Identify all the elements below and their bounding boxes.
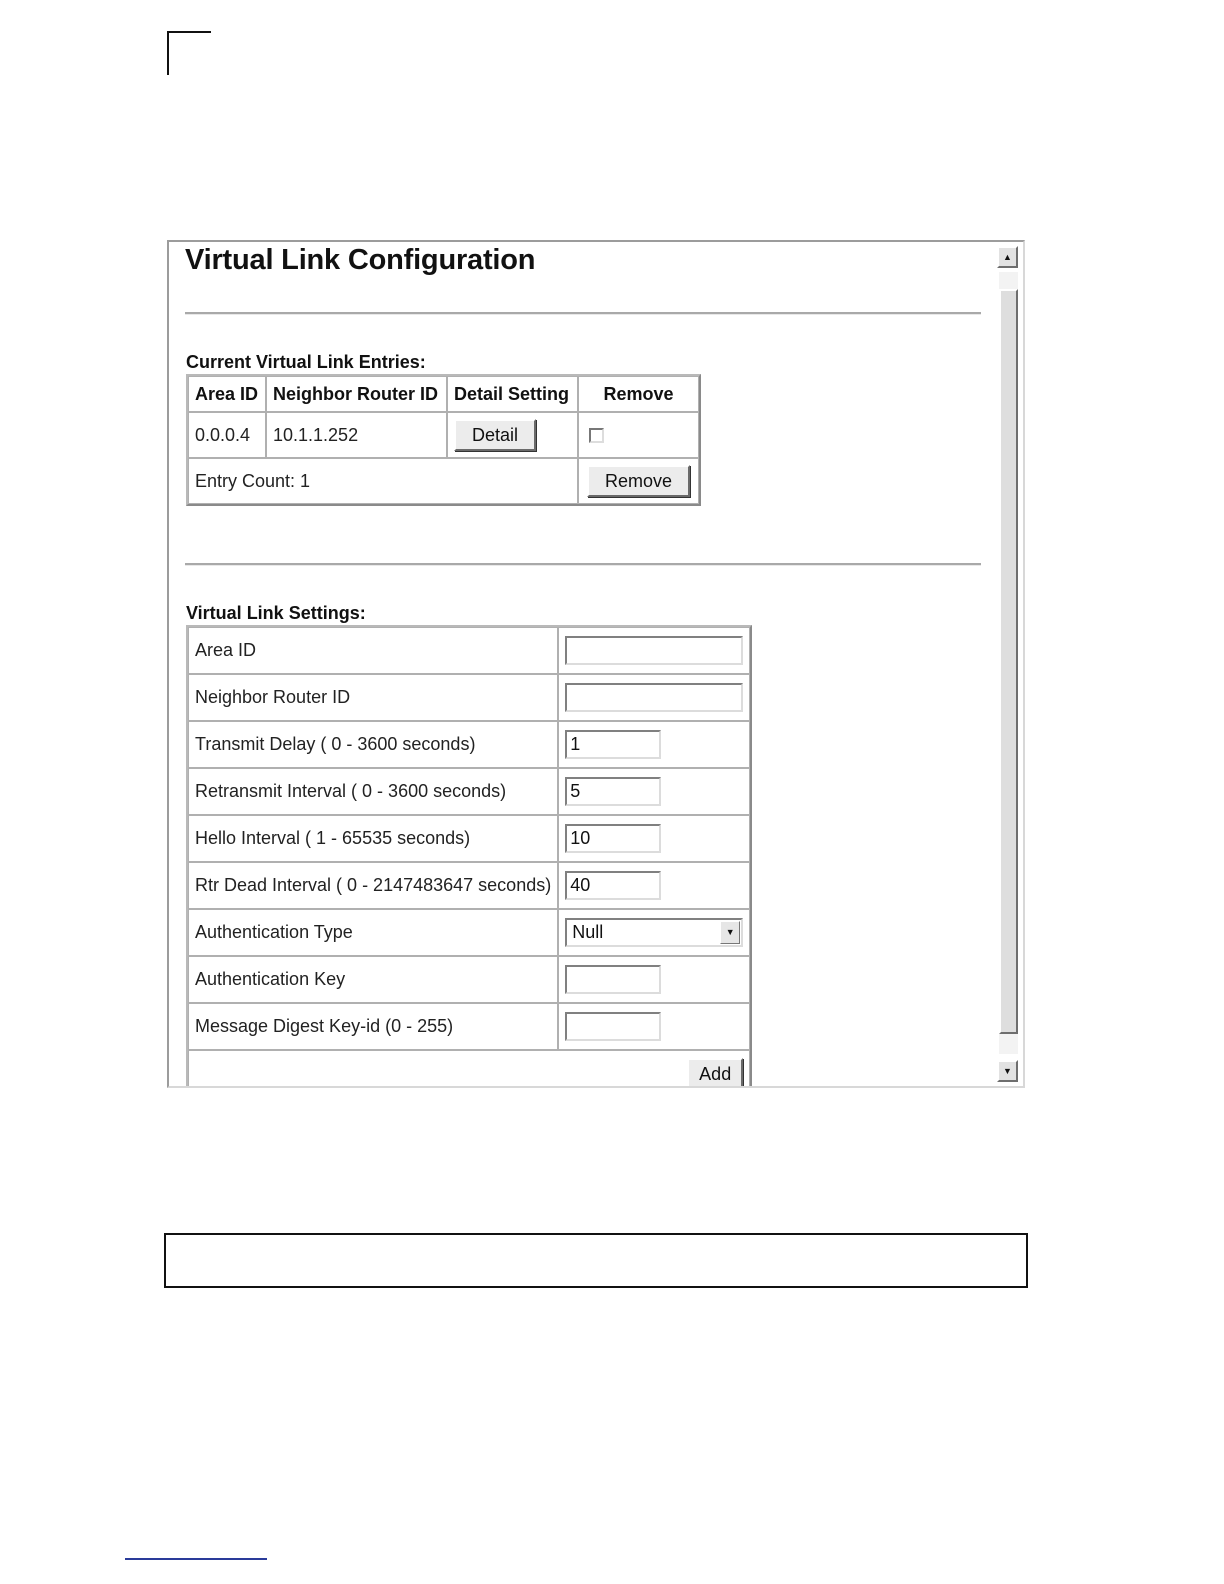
- column-header-neighbor-router-id: Neighbor Router ID: [266, 376, 447, 412]
- chevron-down-icon[interactable]: ▼: [720, 921, 740, 944]
- neighbor-router-id-input[interactable]: [565, 683, 743, 712]
- rtr-dead-interval-input[interactable]: 40: [565, 871, 661, 900]
- settings-section-label: Virtual Link Settings:: [186, 603, 366, 623]
- entry-neighbor-router-id: 10.1.1.252: [266, 412, 447, 458]
- table-footer-row: [188, 458, 699, 504]
- browser-frame: [167, 240, 1025, 1088]
- setting-value-cell: [558, 815, 750, 862]
- entry-area-id: 0.0.0.4: [188, 412, 266, 458]
- scrollbar-thumb[interactable]: [999, 289, 1018, 1034]
- setting-value-cell: [558, 956, 750, 1003]
- virtual-link-entries-table: [186, 374, 701, 506]
- retransmit-interval-input[interactable]: 5: [565, 777, 661, 806]
- remove-button-cell: [578, 458, 699, 504]
- page-title: Virtual Link Configuration: [185, 244, 536, 276]
- remove-checkbox[interactable]: [589, 428, 604, 443]
- setting-row-hello-interval: [188, 815, 750, 862]
- setting-label: Transmit Delay ( 0 - 3600 seconds): [188, 721, 558, 768]
- table-row: [188, 412, 699, 458]
- authentication-key-input[interactable]: [565, 965, 661, 994]
- setting-label: Authentication Key: [188, 956, 558, 1003]
- setting-row-authentication-type: [188, 909, 750, 956]
- remove-button[interactable]: Remove: [587, 465, 690, 497]
- column-header-area-id: Area ID: [188, 376, 266, 412]
- crop-mark: [167, 31, 211, 75]
- transmit-delay-input[interactable]: 1: [565, 730, 661, 759]
- scroll-down-arrow-icon[interactable]: ▼: [997, 1060, 1018, 1082]
- detail-cell: [447, 412, 578, 458]
- content-area: [169, 242, 994, 1086]
- remove-checkbox-cell: [578, 412, 699, 458]
- virtual-link-settings-table: [186, 625, 752, 1086]
- setting-row-neighbor-router-id: [188, 674, 750, 721]
- setting-value-cell: [558, 674, 750, 721]
- setting-label: Retransmit Interval ( 0 - 3600 seconds): [188, 768, 558, 815]
- hello-interval-input[interactable]: 10: [565, 824, 661, 853]
- add-button[interactable]: Add: [687, 1058, 743, 1087]
- setting-row-rtr-dead-interval: [188, 862, 750, 909]
- setting-value-cell: [558, 627, 750, 674]
- setting-value-cell: [558, 768, 750, 815]
- divider: [185, 312, 981, 315]
- setting-label: Rtr Dead Interval ( 0 - 2147483647 seconds): [188, 862, 558, 909]
- setting-row-area-id: [188, 627, 750, 674]
- column-header-detail-setting: Detail Setting: [447, 376, 578, 412]
- setting-label: Neighbor Router ID: [188, 674, 558, 721]
- authentication-type-value: Null: [572, 922, 604, 942]
- area-id-input[interactable]: [565, 636, 743, 665]
- setting-label: Hello Interval ( 1 - 65535 seconds): [188, 815, 558, 862]
- setting-value-cell: [558, 909, 750, 956]
- vertical-scrollbar[interactable]: [994, 242, 1023, 1086]
- divider: [185, 563, 981, 566]
- setting-row-actions: [188, 1050, 750, 1086]
- message-digest-key-id-input[interactable]: [565, 1012, 661, 1041]
- detail-button[interactable]: Detail: [454, 419, 536, 451]
- scroll-up-arrow-icon[interactable]: ▲: [997, 246, 1018, 268]
- setting-label: Message Digest Key-id (0 - 255): [188, 1003, 558, 1050]
- table-header-row: [188, 376, 699, 412]
- setting-row-transmit-delay: [188, 721, 750, 768]
- setting-row-authentication-key: [188, 956, 750, 1003]
- setting-label: Authentication Type: [188, 909, 558, 956]
- entries-section-label: Current Virtual Link Entries:: [186, 352, 426, 372]
- empty-note-box: [164, 1233, 1028, 1288]
- footer-rule: [125, 1558, 267, 1560]
- column-header-remove: Remove: [578, 376, 699, 412]
- setting-label: Area ID: [188, 627, 558, 674]
- authentication-type-select[interactable]: [565, 918, 743, 947]
- setting-row-retransmit-interval: [188, 768, 750, 815]
- setting-row-message-digest-key-id: [188, 1003, 750, 1050]
- setting-value-cell: [558, 862, 750, 909]
- add-button-cell: [188, 1050, 750, 1086]
- setting-value-cell: [558, 1003, 750, 1050]
- setting-value-cell: [558, 721, 750, 768]
- entry-count: Entry Count: 1: [188, 458, 578, 504]
